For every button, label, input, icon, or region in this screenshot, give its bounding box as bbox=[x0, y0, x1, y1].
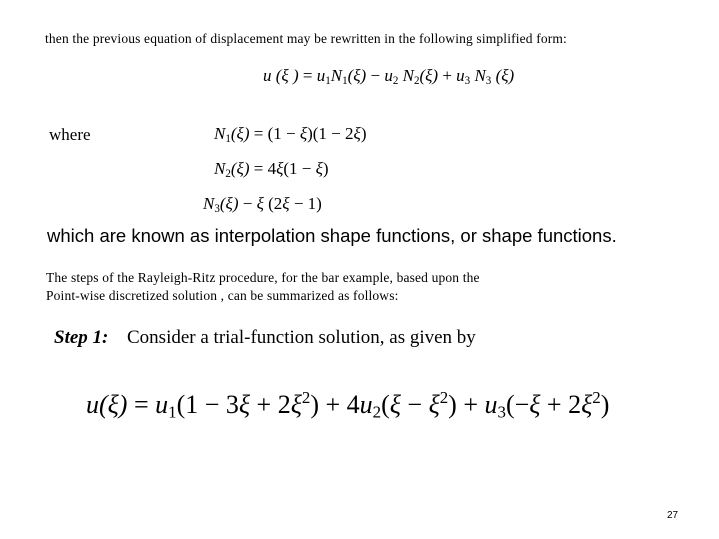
shape-function-n3: $N_3(\xi) - \xi$ (2ξ − 1) bbox=[203, 194, 322, 215]
steps-intro-line-1: The steps of the Rayleigh-Ritz procedure, for the bar example, based upon the bbox=[46, 270, 480, 285]
intro-text: then the previous equation of displacement may be rewritten in the following simplified form: bbox=[45, 31, 567, 46]
shape-function-n2: $N_2(\xi) = 4\xi(1 - \xi)$ bbox=[214, 159, 329, 180]
step-1-text: Consider a trial-function solution, as given by bbox=[127, 327, 476, 348]
displacement-equation: u (ξ ) = $u_1N_1(\xi) - u_2$ $N_2(\xi) + u_3$ $N_3$ (ξ) bbox=[263, 66, 515, 87]
shape-function-n1: $N_1(\xi) = (1 - \xi)(1 - 2\xi)$ bbox=[214, 124, 367, 145]
steps-intro-line-2: Point-wise discretized solution , can be summarized as follows: bbox=[46, 288, 399, 303]
shape-functions-statement: which are known as interpolation shape functions, or shape functions. bbox=[47, 225, 617, 246]
page-number: 27 bbox=[667, 510, 679, 521]
trial-function-equation: $u(\xi) = u_1(1 - 3\xi + 2\xi^2) + 4u_2(\xi - \xi^2) + u_3(-\xi + 2\xi^2)$ bbox=[86, 388, 610, 422]
step-1-label: Step 1: bbox=[54, 327, 109, 348]
where-label: where bbox=[49, 125, 91, 144]
